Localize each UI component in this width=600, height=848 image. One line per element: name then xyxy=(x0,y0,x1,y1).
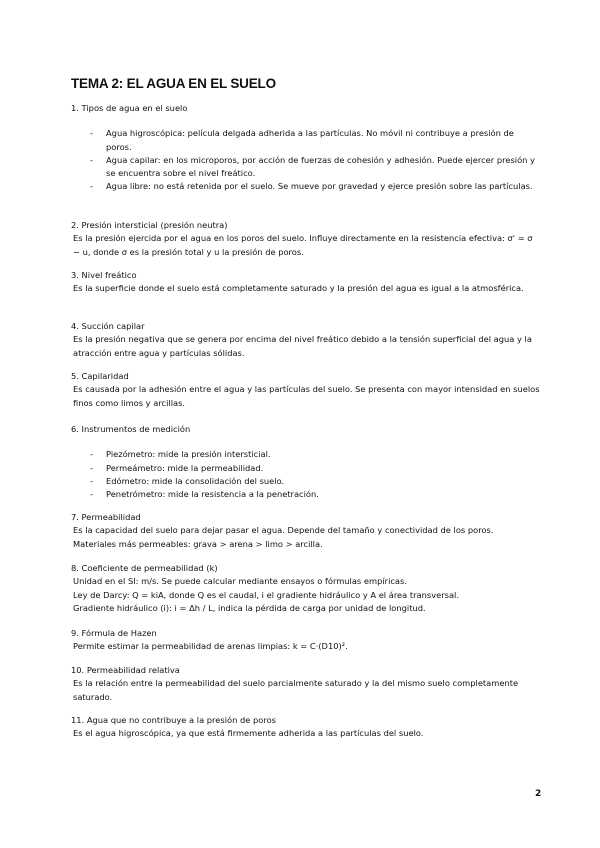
section-text: Ley de Darcy: Q = kiA, donde Q es el caudal, i el gradiente hidráulico y A el área transversal. xyxy=(73,589,459,600)
list-item: - Penetrómetro: mide la resistencia a la penetración. xyxy=(71,488,541,501)
section-heading: 2. Presión intersticial (presión neutra) xyxy=(71,220,228,230)
section-text: Gradiente hidráulico (i): i = Δh / L, indica la pérdida de carga por unidad de longitud. xyxy=(73,602,426,613)
section-heading: 5. Capilaridad xyxy=(71,371,129,381)
section-permeabilidad-relativa xyxy=(71,664,541,704)
bullet-list xyxy=(71,448,541,501)
section-text: Es causada por la adhesión entre el agua y las partículas del suelo. Se presenta con mayor intensidad en suelos finos como limos y arcillas. xyxy=(73,384,540,408)
section-presion-intersticial xyxy=(71,219,541,259)
section-capilaridad xyxy=(71,370,541,410)
section-text: Es la superficie donde el suelo está completamente saturado y la presión del agua es igual a la atmosférica. xyxy=(73,283,524,294)
section-text: Es el agua higroscópica, ya que está firmemente adherida a las partículas del suelo. xyxy=(73,728,424,739)
list-item: - Agua libre: no está retenida por el suelo. Se mueve por gravedad y ejerce presión sobre las partículas. xyxy=(71,180,541,193)
section-heading: 8. Coeficiente de permeabilidad (k) xyxy=(71,563,218,573)
section-text: Es la presión negativa que se genera por encima del nivel freático debido a la tensión superficial del agua y la atracción entre agua y partículas sólidas. xyxy=(73,334,532,358)
list-item: - Permeámetro: mide la permeabilidad. xyxy=(71,462,541,475)
section-heading: 10. Permeabilidad relativa xyxy=(71,665,180,675)
bullet-list xyxy=(71,127,541,193)
section-heading: 1. Tipos de agua en el suelo xyxy=(71,103,188,113)
list-item: - Edómetro: mide la consolidación del suelo. xyxy=(71,475,541,488)
section-instrumentos xyxy=(71,423,541,501)
page-title: TEMA 2: EL AGUA EN EL SUELO xyxy=(71,76,276,91)
section-tipos-de-agua xyxy=(71,102,541,194)
page-number: 2 xyxy=(535,789,542,799)
section-heading: 6. Instrumentos de medición xyxy=(71,424,191,434)
section-coeficiente-permeabilidad xyxy=(71,562,541,615)
section-heading: 7. Permeabilidad xyxy=(71,512,141,522)
section-agua-no-contribuye xyxy=(71,714,541,741)
section-text: Unidad en el SI: m/s. Se puede calcular mediante ensayos o fórmulas empíricas. xyxy=(73,576,407,587)
section-permeabilidad xyxy=(71,511,541,551)
section-formula-hazen xyxy=(71,627,541,654)
list-item: - Agua higroscópica: película delgada adherida a las partículas. No móvil ni contribuye a presión de poros. xyxy=(71,127,541,154)
section-succion-capilar xyxy=(71,320,541,360)
section-text: Es la presión ejercida por el agua en los poros del suelo. Influye directamente en la resistencia efectiva: σ' = σ − u, donde σ es la presión total y u la presión de poros. xyxy=(73,233,533,257)
section-text: Materiales más permeables: grava > arena > limo > arcilla. xyxy=(73,538,323,549)
section-heading: 11. Agua que no contribuye a la presión de poros xyxy=(71,715,276,725)
section-text: Es la capacidad del suelo para dejar pasar el agua. Depende del tamaño y conectividad de los poros. xyxy=(73,525,494,536)
section-heading: 9. Fórmula de Hazen xyxy=(71,628,157,638)
section-text: Permite estimar la permeabilidad de arenas limpias: k = C·(D10)². xyxy=(73,641,348,652)
section-text: Es la relación entre la permeabilidad del suelo parcialmente saturado y la del mismo suelo completamente saturado. xyxy=(73,678,519,702)
list-item: - Agua capilar: en los microporos, por acción de fuerzas de cohesión y adhesión. Puede ejercer presión y se encuentra sobre el nivel freático. xyxy=(71,154,541,181)
list-item: - Piezómetro: mide la presión intersticial. xyxy=(71,448,541,461)
section-nivel-freatico xyxy=(71,269,541,296)
section-heading: 3. Nivel freático xyxy=(71,270,137,280)
section-heading: 4. Succión capilar xyxy=(71,321,145,331)
